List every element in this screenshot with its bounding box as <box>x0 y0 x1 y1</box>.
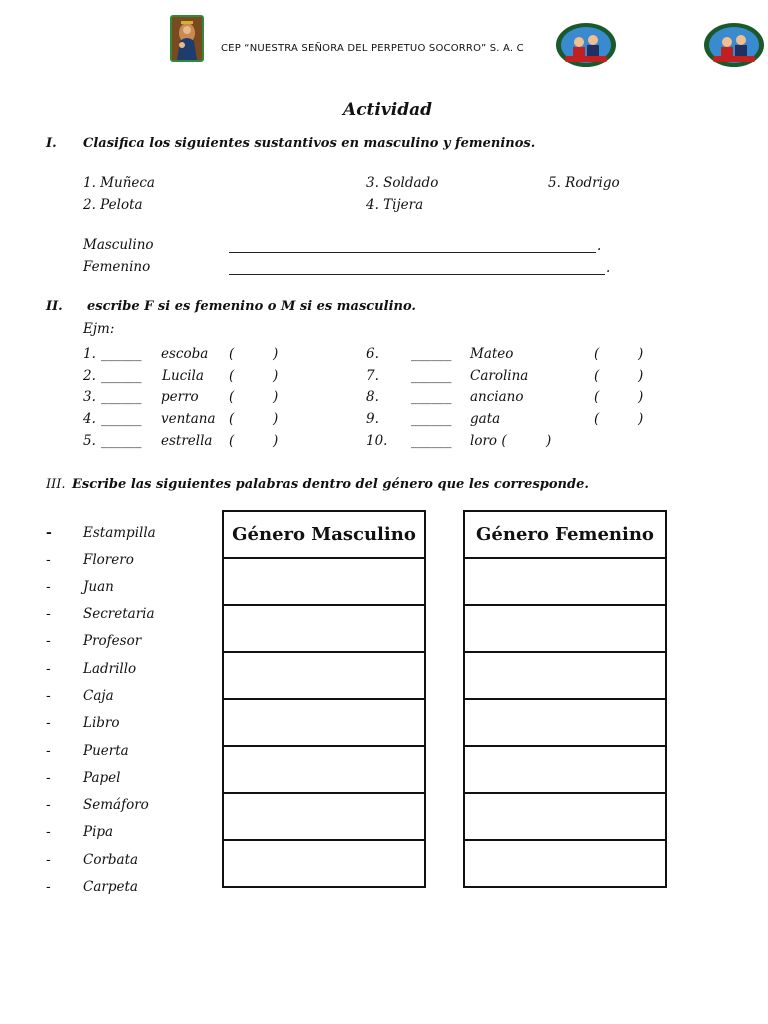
answer-blank[interactable]: ______ <box>101 433 142 449</box>
paren-open: ( <box>229 411 235 427</box>
item-word: Lucila <box>162 368 204 384</box>
answer-blank[interactable]: ______ <box>411 368 452 384</box>
femenino-period: . <box>606 260 611 276</box>
masculino-cell[interactable] <box>223 746 425 793</box>
section1-numeral: I. <box>46 136 57 151</box>
paren-close: ) <box>273 368 279 384</box>
bullet: - <box>46 770 51 786</box>
paren-close: ) <box>638 368 644 384</box>
school-name: CEP “NUESTRA SEÑORA DEL PERPETUO SOCORRO” S. A. C <box>221 43 524 54</box>
bullet: - <box>46 743 51 759</box>
school-crest-logo-1 <box>555 22 617 68</box>
bullet: - <box>46 715 51 731</box>
paren-open: ( <box>229 389 235 405</box>
word-item: 5. Rodrigo <box>548 175 620 191</box>
list-item: Libro <box>83 715 120 731</box>
masculino-cell[interactable] <box>223 699 425 746</box>
paren-close: ) <box>638 411 644 427</box>
school-crest-logo-2 <box>703 22 765 68</box>
list-item: Papel <box>83 770 121 786</box>
answer-blank[interactable]: ______ <box>411 411 452 427</box>
masculino-cell[interactable] <box>223 558 425 605</box>
bullet: - <box>46 797 51 813</box>
paren-close: ) <box>273 411 279 427</box>
bullet: - <box>46 852 51 868</box>
item-word: Mateo <box>470 346 514 362</box>
item-word: escoba <box>161 346 209 362</box>
answer-blank[interactable]: ______ <box>101 389 142 405</box>
paren-open: ( <box>229 433 235 449</box>
paren-open: ( <box>594 346 600 362</box>
word-item: 2. Pelota <box>83 197 143 213</box>
paren-close: ) <box>273 389 279 405</box>
list-item: Pipa <box>83 824 114 840</box>
bullet: - <box>46 606 51 622</box>
list-item: Florero <box>83 552 134 568</box>
bullet: - <box>46 525 52 541</box>
item-word: loro ( <box>470 433 507 449</box>
bullet: - <box>46 633 51 649</box>
femenino-table <box>463 510 667 888</box>
masculino-table-header: Género Masculino <box>223 511 425 558</box>
bullet: - <box>46 552 51 568</box>
paren-close: ) <box>273 433 279 449</box>
list-item: Estampilla <box>83 525 156 541</box>
paren-open: ( <box>229 368 235 384</box>
answer-blank[interactable]: ______ <box>101 411 142 427</box>
example-label: Ejm: <box>83 321 115 337</box>
list-item: Caja <box>83 688 114 704</box>
section1-instruction: Clasifica los siguientes sustantivos en masculino y femeninos. <box>83 136 536 151</box>
item-number: 3. <box>83 389 96 405</box>
paren-open: ( <box>594 411 600 427</box>
list-item: Profesor <box>83 633 142 649</box>
femenino-cell[interactable] <box>464 605 666 652</box>
school-crest-icon <box>703 22 765 68</box>
masculino-answer-line[interactable] <box>229 252 596 253</box>
section2-instruction: escribe F si es femenino o M si es masculino. <box>87 299 416 314</box>
femenino-cell[interactable] <box>464 840 666 887</box>
list-item: Juan <box>83 579 114 595</box>
item-number: 9. <box>366 411 379 427</box>
list-item: Corbata <box>83 852 139 868</box>
answer-blank[interactable]: ______ <box>101 346 142 362</box>
virgin-and-child-icon <box>172 17 202 60</box>
answer-blank[interactable]: ______ <box>411 346 452 362</box>
bullet: - <box>46 688 51 704</box>
item-word: anciano <box>470 389 524 405</box>
paren-open: ( <box>594 389 600 405</box>
item-number: 2. <box>83 368 96 384</box>
section3-instruction: Escribe las siguientes palabras dentro del género que les corresponde. <box>72 477 589 492</box>
paren-close: ) <box>273 346 279 362</box>
paren-close: ) <box>546 433 552 449</box>
femenino-table-header: Género Femenino <box>464 511 666 558</box>
femenino-cell[interactable] <box>464 652 666 699</box>
header-left-logo <box>170 15 204 62</box>
section2-numeral: II. <box>46 299 63 314</box>
femenino-cell[interactable] <box>464 699 666 746</box>
paren-close: ) <box>638 389 644 405</box>
answer-blank[interactable]: ______ <box>101 368 142 384</box>
list-item: Carpeta <box>83 879 138 895</box>
item-word: estrella <box>161 433 213 449</box>
bullet: - <box>46 879 51 895</box>
item-number: 5. <box>83 433 96 449</box>
masculino-table <box>222 510 426 888</box>
masculino-period: . <box>597 238 602 254</box>
item-number: 6. <box>366 346 379 362</box>
femenino-cell[interactable] <box>464 558 666 605</box>
item-word: perro <box>161 389 199 405</box>
item-word: ventana <box>161 411 216 427</box>
bullet: - <box>46 661 51 677</box>
answer-blank[interactable]: ______ <box>411 433 452 449</box>
list-item: Ladrillo <box>83 661 137 677</box>
list-item: Secretaria <box>83 606 155 622</box>
femenino-answer-line[interactable] <box>229 274 605 275</box>
femenino-label: Femenino <box>83 259 151 275</box>
femenino-cell[interactable] <box>464 793 666 840</box>
page-title: Actividad <box>343 100 432 120</box>
item-number: 10. <box>366 433 388 449</box>
masculino-cell[interactable] <box>223 840 425 887</box>
answer-blank[interactable]: ______ <box>411 389 452 405</box>
item-number: 1. <box>83 346 96 362</box>
word-item: 1. Muñeca <box>83 175 155 191</box>
paren-open: ( <box>594 368 600 384</box>
item-number: 7. <box>366 368 379 384</box>
item-number: 4. <box>83 411 96 427</box>
bullet: - <box>46 579 51 595</box>
paren-close: ) <box>638 346 644 362</box>
masculino-cell[interactable] <box>223 793 425 840</box>
word-item: 4. Tijera <box>366 197 424 213</box>
item-number: 8. <box>366 389 379 405</box>
section3-numeral: III. <box>46 477 66 492</box>
masculino-label: Masculino <box>83 237 154 253</box>
femenino-cell[interactable] <box>464 746 666 793</box>
masculino-cell[interactable] <box>223 605 425 652</box>
masculino-cell[interactable] <box>223 652 425 699</box>
word-item: 3. Soldado <box>366 175 439 191</box>
list-item: Semáforo <box>83 797 149 813</box>
paren-open: ( <box>229 346 235 362</box>
item-word: Carolina <box>470 368 529 384</box>
list-item: Puerta <box>83 743 129 759</box>
bullet: - <box>46 824 51 840</box>
item-word: gata <box>470 411 501 427</box>
school-crest-icon <box>555 22 617 68</box>
